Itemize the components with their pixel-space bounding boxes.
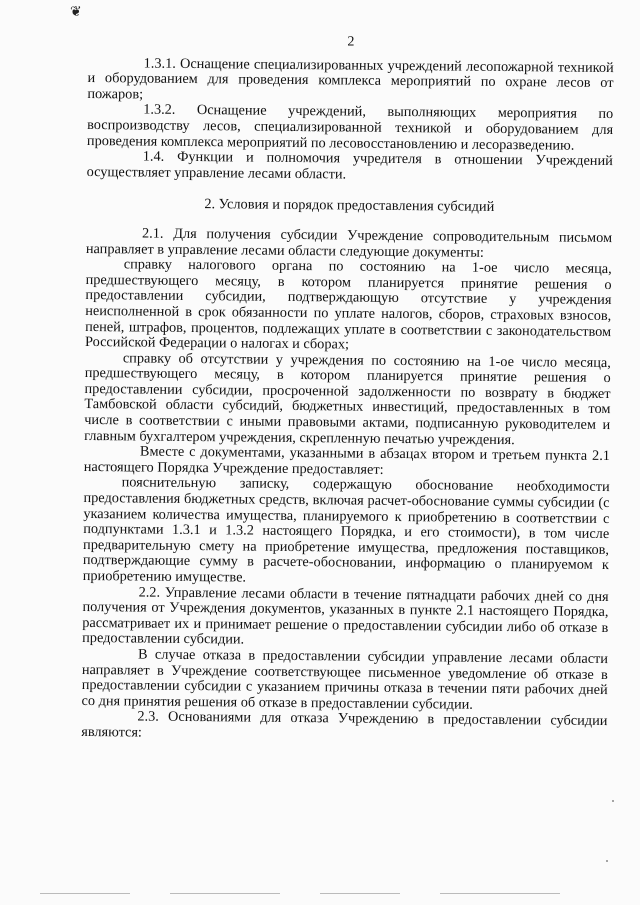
scan-edge-line <box>170 893 280 894</box>
paragraph-1-3-1: 1.3.1. Оснащение специализированных учреждений лесопожарной техникой и оборудованием для проведения комплекса мероприятий по охране лесов от пожаров; <box>87 55 614 103</box>
scan-edge-line <box>40 893 130 894</box>
paragraph-refusal-notice: В случае отказа в предоставлении субсидии управление лесами области направляет в Учреждение соответствующее письменное уведомление об отказе в предоставлении субсидии с указанием причины отказа в течении пяти рабочих дней со дня принятия решения об отказе в предоставлении субсидии. <box>81 646 609 713</box>
paragraph-tax-certificate: справку налогового органа по состоянию на 1-ое число месяца, предшествующего месяцу, в котором планируется принятие решения о предоставлении субсидии, подтверждающую отсутствие у учреждения неисполненной в срок обязанности по уплате налогов, сборов, страховых взносов, пеней, штрафов, процентов, подлежащих уплате в соответствии с законодательством Российской Федерации о налогах и сборах; <box>84 256 612 353</box>
paragraph-1-3-2: 1.3.2. Оснащение учреждений, выполняющих мероприятия по воспроизводству лесов, специализированной техникой и оборудованием для проведения комплекса мероприятий по лесовосстановлению и лесоразведению. <box>86 101 614 154</box>
paragraph-explanatory-note: пояснительную записку, содержащую обоснование необходимости предоставления бюджетных средств, включая расчет-обоснование суммы субсидии (с указанием количества имущества, планируемого к приобретению в соответствии с подпунктами 1.3.1 и 1.3.2 настоящего Порядка, и его стоимости), в том числе предварительную смету на приобретение имущества, предложения поставщиков, подтверждающие сумму в расчете-обосновании, информацию о планируемом к приобретению имуществе. <box>82 474 610 586</box>
paragraph-2-3: 2.3. Основаниями для отказа Учреждению в предоставлении субсидии являются: <box>81 708 608 741</box>
document-body <box>81 32 614 746</box>
page-number: 2 <box>347 34 355 50</box>
paragraph-2-1: 2.1. Для получения субсидии Учреждение сопроводительным письмом направляет в управление лесами области следующие документы: <box>85 225 613 261</box>
paragraph-2-2: 2.2. Управление лесами области в течение пятнадцати рабочих дней со дня получения от Учреждения документов, указанных в пункте 2.1 настоящего Порядка, рассматривает их и принимает решение о предоставлении субсидии либо об отказе в предоставлении субсидии. <box>82 584 609 648</box>
scan-mark: ❦ <box>70 5 82 20</box>
scan-speck <box>612 800 614 802</box>
scan-speck <box>606 860 608 862</box>
paragraph-debt-certificate: справку об отсутствии у учреждения по состоянию на 1-ое число месяца, предшествующего месяцу, в котором планируется принятие решения о предоставлении субсидии, просроченной задолженности по возврату в бюджет Тамбовской области субсидий, бюджетных инвестиций, предоставленных в том числе в соответствии с иными правовыми актами, подписанную руководителем и главным бухгалтером учреждения, скрепленную печатью учреждения. <box>84 350 611 448</box>
paragraph-1-4: 1.4. Функции и полномочия учредителя в отношении Учреждений осуществляет управление лесами области. <box>86 148 613 183</box>
scan-edge-line <box>440 893 560 894</box>
section-heading: 2. Условия и порядок предоставления субсидий <box>204 196 495 216</box>
paragraph-together-with-documents: Вместе с документами, указанными в абзацах втором и третьем пункта 2.1 настоящего Порядка Учреждение предоставляет: <box>83 443 611 478</box>
scan-edge-line <box>320 893 400 894</box>
